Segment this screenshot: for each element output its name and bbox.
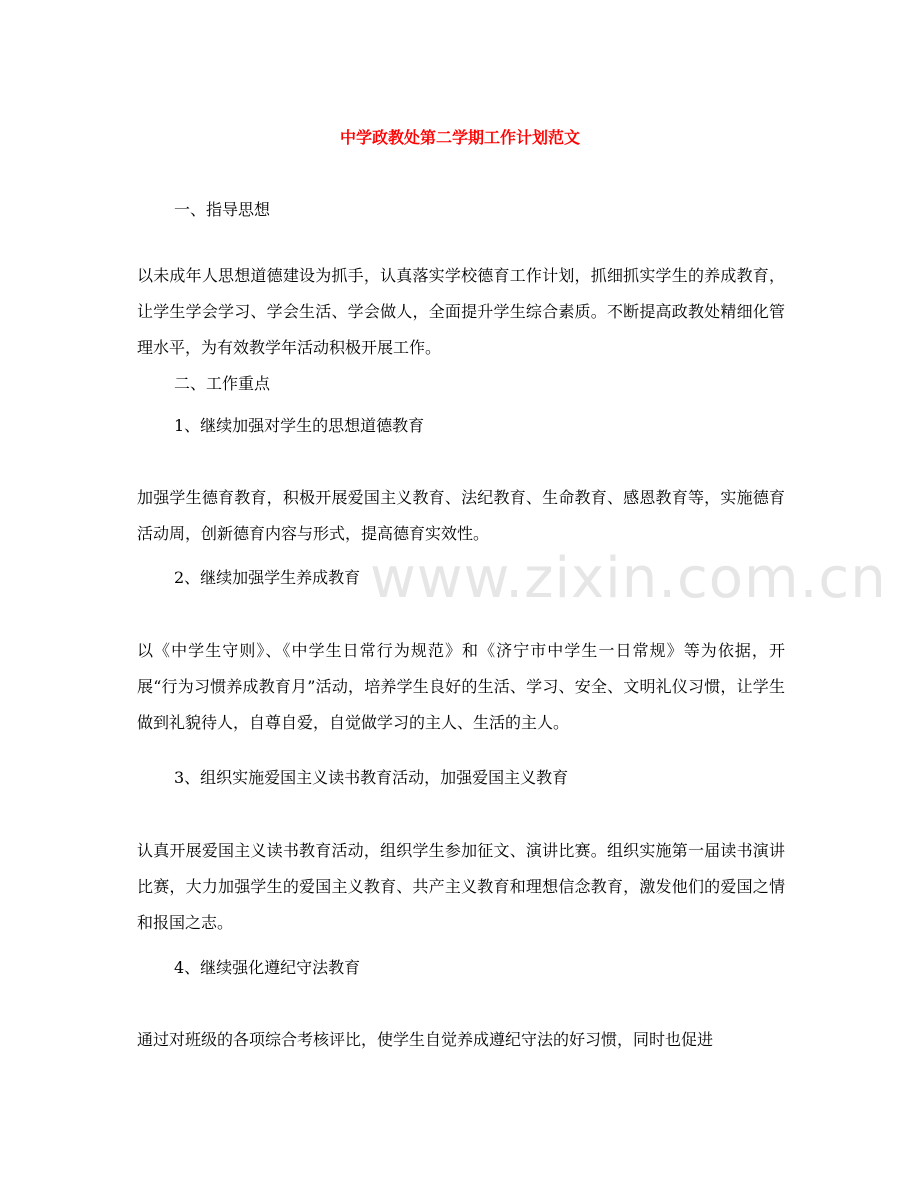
paragraph-habit-education: 以《中学生守则》、《中学生日常行为规范》和《济宁市中学生一日常规》等为依据，开展“行为习惯养成教育月”活动，培养学生良好的生活、学习、安全、文明礼仪习惯，让学生做到礼貌待人，自尊自爱，自觉做学习的主人、生活的主人。 (137, 641, 785, 732)
subheading-moral-education: 1、继续加强对学生的思想道德教育 (174, 416, 425, 435)
subheading-law-education: 4、继续强化遵纪守法教育 (174, 958, 361, 977)
subheading-habit-education: 2、继续加强学生养成教育 (174, 568, 361, 587)
paragraph-patriotic-reading: 认真开展爱国主义读书教育活动，组织学生参加征文、演讲比赛。组织实施第一届读书演讲比赛，大力加强学生的爱国主义教育、共产主义教育和理想信念教育，激发他们的爱国之情和报国之志。 (137, 841, 785, 932)
subheading-patriotic-reading: 3、组织实施爱国主义读书教育活动，加强爱国主义教育 (174, 768, 569, 787)
watermark: www.zixin.com.cn (370, 546, 887, 611)
section-heading-work-focus: 二、工作重点 (174, 374, 271, 393)
paragraph-law-education: 通过对班级的各项综合考核评比，使学生自觉养成遵纪守法的好习惯，同时也促进 (137, 1030, 714, 1049)
section-heading-guiding-ideology: 一、指导思想 (174, 200, 271, 219)
document-title: 中学政教处第二学期工作计划范文 (339, 128, 580, 147)
paragraph-moral-education: 加强学生德育教育，积极开展爱国主义教育、法纪教育、生命教育、感恩教育等，实施德育活动周，创新德育内容与形式，提高德育实效性。 (137, 488, 785, 543)
paragraph-guiding-ideology: 以未成年人思想道德建设为抓手，认真落实学校德育工作计划，抓细抓实学生的养成教育，让学生学会学习、学会生活、学会做人，全面提升学生综合素质。不断提高政教处精细化管理水平，为有效教学年活动积极开展工作。 (137, 266, 785, 357)
